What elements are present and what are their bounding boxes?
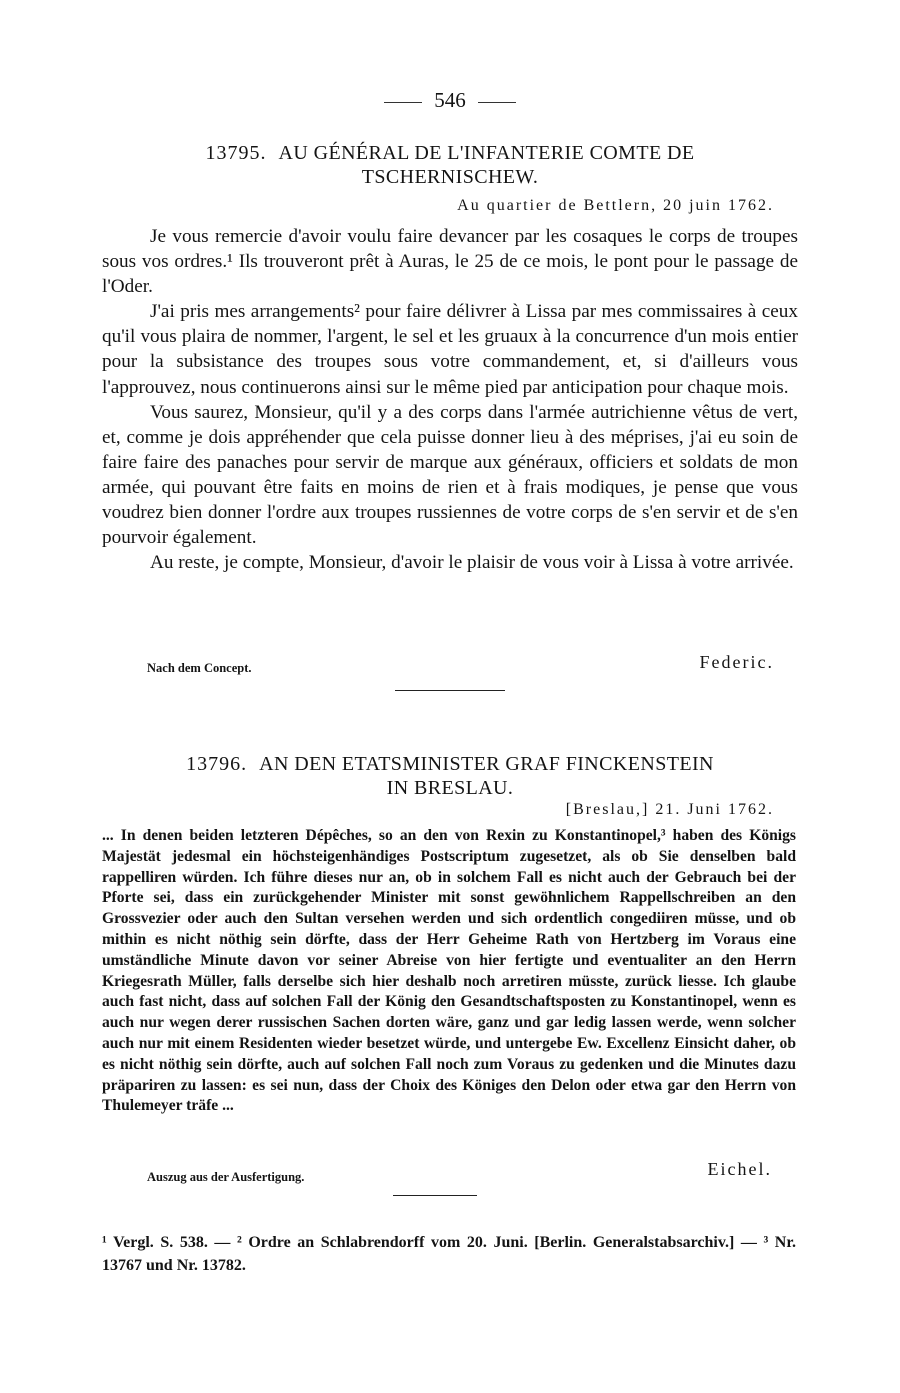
section-divider — [393, 1195, 477, 1196]
letter-dateline: Au quartier de Bettlern, 20 juin 1762. — [457, 197, 774, 214]
letter-addressee-continued: IN BRESLAU. — [386, 777, 514, 799]
letter-heading-line — [100, 141, 800, 165]
letter-paragraph: Vous saurez, Monsieur, qu'il y a des corps dans l'armée autrichienne vêtus de vert, et, comme je dois appréhender que cela puisse donner lieu à des méprises, j'ai eu soin de faire faire des panaches pour servir de marque aux généraux, officiers et soldats de mon armée, qui pouvant être faits en moins de rien et à frais modiques, je pense que vous voudrez bien donner l'ordre aux troupes russiennes de votre corps de s'en servir et de s'en pourvoir également. — [102, 401, 798, 549]
section-divider — [395, 690, 505, 691]
page-number-left-dash — [384, 102, 422, 103]
letter-paragraph: Je vous remercie d'avoir voulu faire devancer par les cosaques le corps de troupes sous vos ordres.¹ Ils trouveront prêt à Auras, le 25 de ce mois, le pont pour le passage de l'Oder. — [102, 226, 798, 298]
signature: Eichel. — [707, 1159, 772, 1179]
letter-addressee: AU GÉNÉRAL DE L'INFANTERIE COMTE DE — [278, 142, 695, 164]
page-number — [0, 88, 900, 113]
footnotes: ¹ Vergl. S. 538. — ² Ordre an Schlabrendorff vom 20. Juni. [Berlin. Generalstabsarchiv.] — ³ Nr. 13767 und Nr. 13782. — [102, 1234, 796, 1274]
letter-heading-13795 — [100, 141, 800, 189]
letter-paragraph: J'ai pris mes arrangements² pour faire délivrer à Lissa par mes commissaires à ceux qu'il vous plaira de nommer, l'argent, le sel et les gruaux à la concurrence d'un mois entier pour la subsistance des troupes sous votre commandement, et, si d'ailleurs vous l'approuvez, nous continuerons ainsi sur le même pied par anticipation pour chaque mois. — [102, 301, 798, 398]
letter-paragraph: Au reste, je compte, Monsieur, d'avoir le plaisir de vous voir à Lissa à votre arrivée. — [150, 552, 794, 574]
letter-body-13795 — [102, 224, 798, 575]
letter-addressee-continued: TSCHERNISCHEW. — [361, 166, 539, 188]
letter-dateline: [Breslau,] 21. Juni 1762. — [565, 801, 774, 818]
letter-heading-line — [100, 752, 800, 776]
source-note: Auszug aus der Ausfertigung. — [147, 1170, 305, 1184]
signature: Federic. — [699, 652, 774, 672]
letter-number: 13796. — [186, 753, 248, 775]
letter-body-13796 — [102, 826, 796, 1117]
page-number-right-dash — [478, 102, 516, 103]
letter-paragraph: ... In denen beiden letzteren Dépêches, so an den von Rexin zu Konstantinopel,³ haben des Königs Majestät jedesmal ein höchsteigenhändiges Postscriptum zugesetzet, als ob Sie denselben bald rappelliren würden. Ich führe dieses nur an, ob in solchem Fall es nicht auch der Gebrauch bei der Pforte sei, dass ein zurückgehender Minister mit sonst gewöhnlichem Rappellschreiben an den Grossvezier oder auch den Sultan versehen werden und sich ordentlich congediiren müsse, und ob mithin es nicht nöthig sein dörfte, dass der Herr Geheime Rath von Hertzberg im Voraus eine umständliche Minute davon vor seiner Abreise von hier fertigte und eventualiter an den Herrn Kriegesrath Müller, falls derselbe sich hier deshalb noch arretiren müsste, zurück liesse. Ich glaube auch fast nicht, dass auf solchen Fall der König den Gesandtschaftsposten zu Konstantinopel, wenn es auch nur wegen derer russischen Sachen dorten wäre, ganz und gar ledig lassen werde, wenn solcher auch nur mit einem Residenten wieder besetzet würde, und untergebe Ew. Excellenz Einsicht daher, ob es nicht nöthig sein dörfte, auch auf solchen Fall noch zum Voraus zu gedenken und die Minutes dazu präpariren zu lassen: es sei nun, dass der Choix des Königes den Delon oder etwa gar den Herrn von Thulemeyer träfe ... — [102, 827, 796, 1115]
letter-addressee: AN DEN ETATSMINISTER GRAF FINCKENSTEIN — [259, 753, 714, 775]
page-number-text: 546 — [434, 88, 466, 112]
letter-number: 13795. — [205, 142, 267, 164]
source-note: Nach dem Concept. — [147, 661, 252, 675]
letter-heading-13796 — [100, 752, 800, 800]
